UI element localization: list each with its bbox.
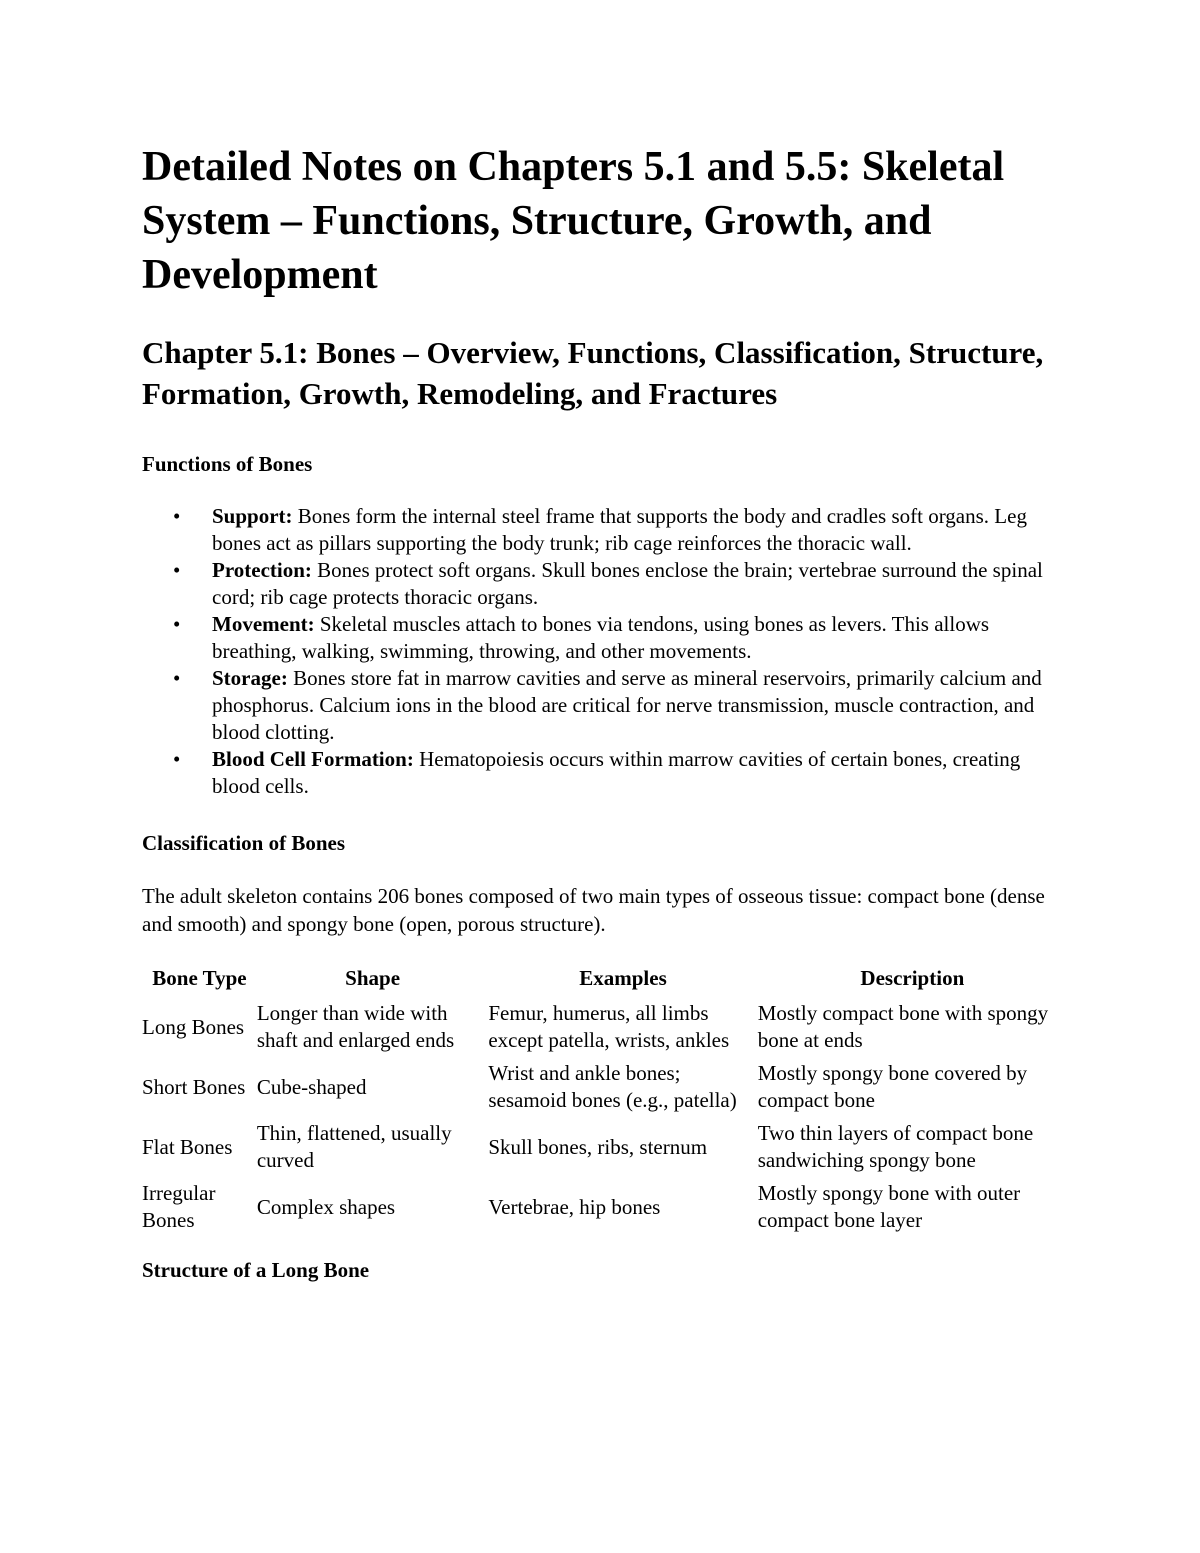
document-page: [142, 140, 1067, 1284]
function-term: Support:: [212, 504, 293, 528]
bullet-icon: •: [173, 558, 181, 582]
table-cell: Mostly compact bone with spongy bone at ends: [757, 1001, 1049, 1052]
table-row: [142, 1180, 1067, 1240]
function-text: Skeletal muscles attach to bones via tendons, using bones as levers. This allows breathing, walking, swimming, throwing, and other movements.: [212, 612, 990, 663]
function-text: Bones form the internal steel frame that supports the body and cradles soft organs. Leg bones act as pillars supporting the body trunk; rib cage reinforces the thoracic wall.: [212, 504, 1027, 555]
list-item: [142, 665, 1067, 746]
function-term: Protection:: [212, 558, 312, 582]
table-cell: Long Bones: [142, 1014, 245, 1039]
table-cell: Irregular Bones: [142, 1181, 216, 1232]
functions-list: [142, 503, 1067, 800]
classification-heading: Classification of Bones: [142, 831, 346, 855]
bullet-icon: •: [173, 612, 181, 636]
table-row: [142, 1120, 1067, 1180]
table-cell: Longer than wide with shaft and enlarged ends: [256, 1001, 455, 1052]
table-cell: Two thin layers of compact bone sandwiching spongy bone: [757, 1121, 1034, 1172]
table-header-row: [142, 964, 1067, 1000]
column-header-bone-type: Bone Type: [152, 965, 247, 990]
table-cell: Complex shapes: [256, 1194, 396, 1219]
list-item: [142, 746, 1067, 800]
classification-intro: The adult skeleton contains 206 bones composed of two main types of osseous tissue: compact bone (dense and smooth) and spongy bone (open, porous structure).: [142, 884, 1045, 936]
table-cell: Cube-shaped: [256, 1074, 367, 1099]
function-text: Bones protect soft organs. Skull bones enclose the brain; vertebrae surround the spinal cord; rib cage protects thoracic organs.: [212, 558, 1043, 609]
table-cell: Mostly spongy bone covered by compact bone: [757, 1061, 1028, 1112]
list-item: [142, 611, 1067, 665]
table-cell: Vertebrae, hip bones: [488, 1194, 661, 1219]
list-item: [142, 503, 1067, 557]
function-term: Blood Cell Formation:: [212, 747, 414, 771]
table-cell: Short Bones: [142, 1074, 246, 1099]
table-cell: Thin, flattened, usually curved: [256, 1121, 452, 1172]
column-header-examples: Examples: [579, 965, 667, 990]
function-term: Movement:: [212, 612, 315, 636]
table-cell: Mostly spongy bone with outer compact bone layer: [757, 1181, 1021, 1232]
functions-heading: Functions of Bones: [142, 452, 313, 476]
table-cell: Wrist and ankle bones; sesamoid bones (e.g., patella): [488, 1061, 737, 1112]
list-item: [142, 557, 1067, 611]
table-cell: Femur, humerus, all limbs except patella, wrists, ankles: [488, 1001, 730, 1052]
function-term: Storage:: [212, 666, 288, 690]
table-cell: Flat Bones: [142, 1134, 233, 1159]
table-cell: Skull bones, ribs, sternum: [488, 1134, 708, 1159]
chapter-heading: Chapter 5.1: Bones – Overview, Functions, Classification, Structure, Formation, Growth, Remodeling, and Fractures: [142, 335, 1044, 411]
bone-classification-table: [142, 964, 1067, 1240]
document-title: Detailed Notes on Chapters 5.1 and 5.5: Skeletal System – Functions, Structure, Growth, and Development: [142, 144, 1005, 298]
table-row: [142, 1000, 1067, 1060]
column-header-description: Description: [860, 965, 965, 990]
bullet-icon: •: [173, 504, 181, 528]
column-header-shape: Shape: [345, 965, 401, 990]
structure-heading: Structure of a Long Bone: [142, 1258, 370, 1282]
table-row: [142, 1060, 1067, 1120]
bullet-icon: •: [173, 747, 181, 771]
function-text: Hematopoiesis occurs within marrow cavities of certain bones, creating blood cells.: [212, 747, 1021, 798]
bullet-icon: •: [173, 666, 181, 690]
function-text: Bones store fat in marrow cavities and serve as mineral reservoirs, primarily calcium and phosphorus. Calcium ions in the blood are critical for nerve transmission, muscle contraction, and blood clotting.: [212, 666, 1042, 744]
